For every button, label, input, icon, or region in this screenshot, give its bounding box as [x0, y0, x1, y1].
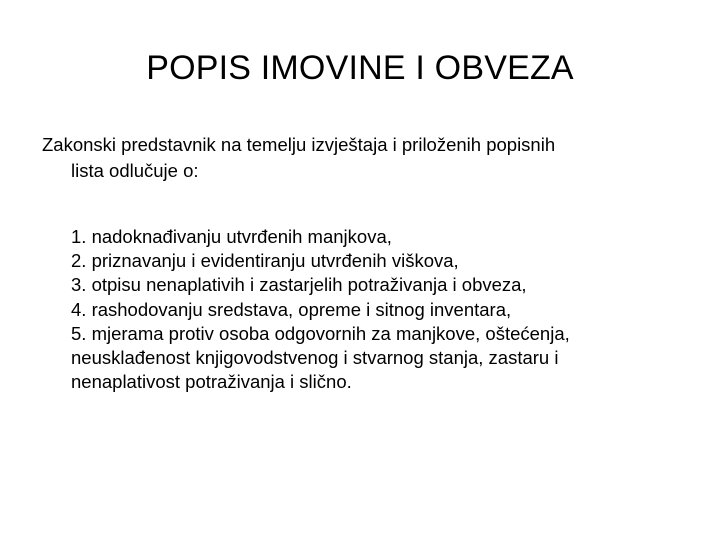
list-line: 1. nadoknađivanju utvrđenih manjkova, [71, 226, 392, 247]
decision-list [71, 225, 691, 394]
list-line: 4. rashodovanju sredstava, opreme i sitnog inventara, [71, 298, 512, 320]
list-line: 3. otpisu nenaplativih i zastarjelih potraživanja i obveza, [71, 274, 527, 296]
list-line: 2. priznavanju i evidentiranju utvrđenih viškova, [71, 250, 459, 272]
intro-paragraph [42, 132, 682, 184]
list-line: neusklađenost knjigovodstvenog i stvarnog stanja, zastaru i [71, 347, 559, 369]
list-line: 5. mjerama protiv osoba odgovornih za manjkove, oštećenja, [71, 322, 570, 344]
slide-title: POPIS IMOVINE I OBVEZA [146, 49, 574, 87]
intro-line-1: Zakonski predstavnik na temelju izvještaja i priloženih popisnih [42, 134, 556, 155]
intro-line-2: lista odlučuje o: [71, 160, 199, 181]
list-line: nenaplativost potraživanja i slično. [71, 371, 352, 393]
